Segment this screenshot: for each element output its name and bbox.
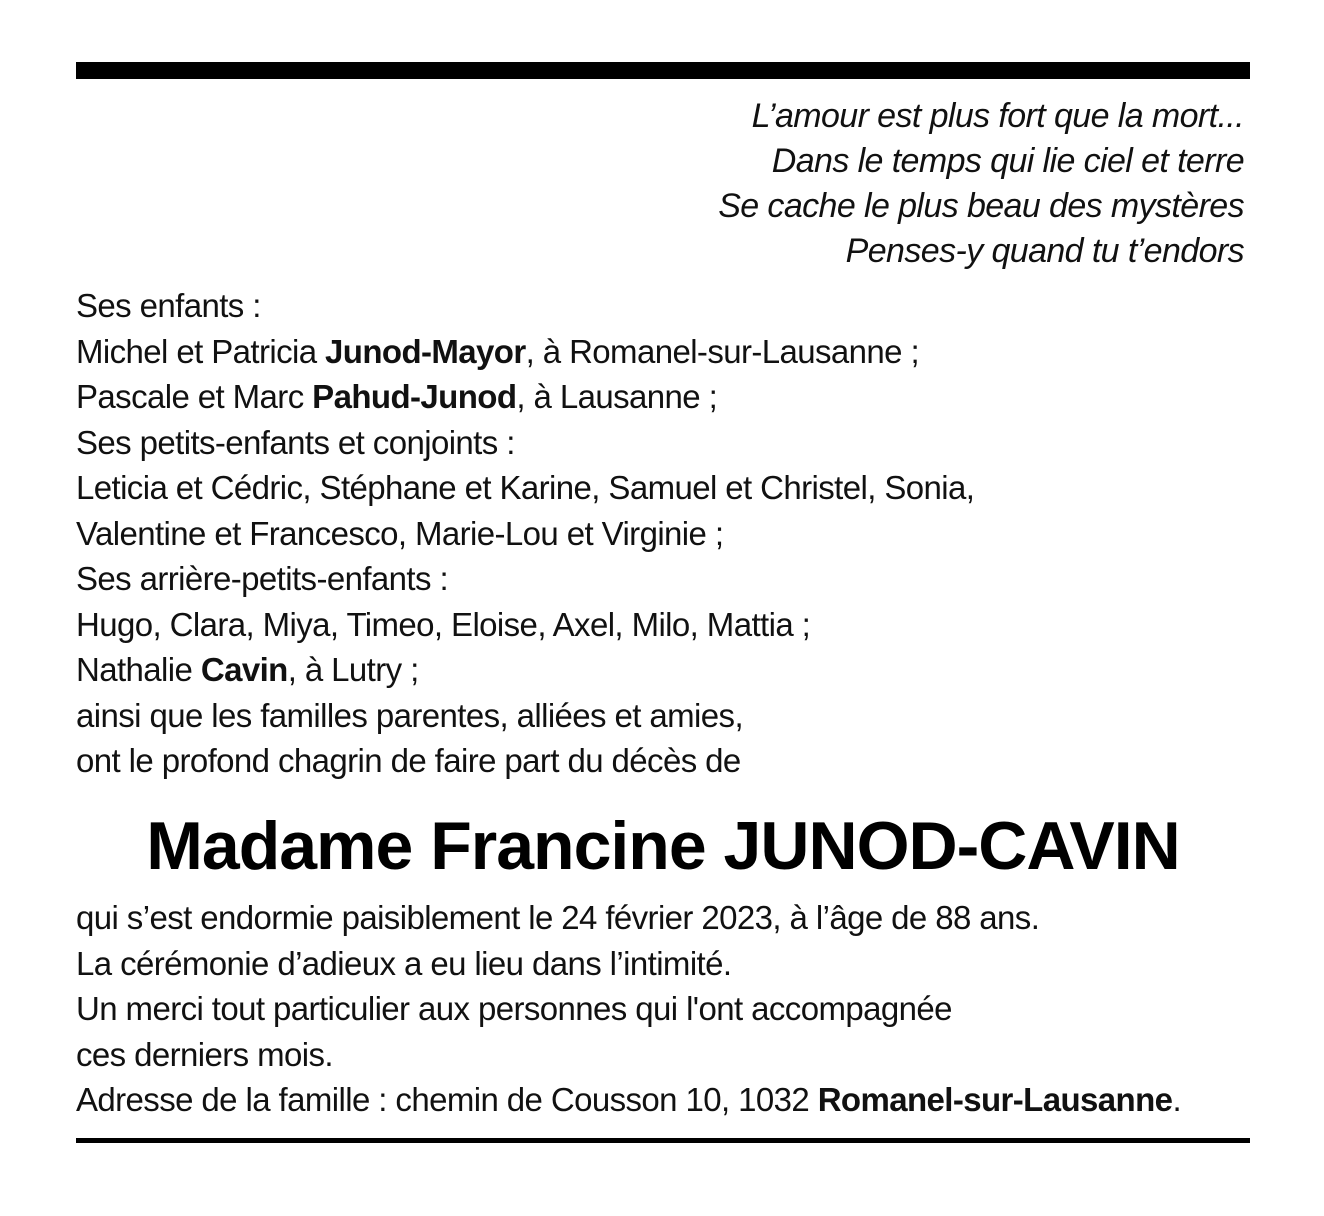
relative-surname: Cavin [200,651,288,688]
child-location: , à Lausanne ; [516,378,718,415]
thanks-line: ces derniers mois. [76,1035,333,1073]
address-street: Adresse de la famille : chemin de Cousson 10, 1032 [76,1081,818,1118]
child-location: , à Romanel-sur-Lausanne ; [525,332,920,370]
announcement-line: ont le profond chagrin de faire part du décès de [76,742,741,779]
bottom-rule [76,1138,1250,1143]
great-grandchildren-heading: Ses arrière-petits-enfants : [76,560,449,597]
passing-details: qui s’est endormie paisiblement le 24 février 2023, à l’âge de 88 ans. [76,899,1040,936]
thanks-line: Un merci tout particulier aux personnes qui l'ont accompagnée [76,990,952,1027]
relative-location: , à Lutry ; [287,651,419,688]
relative-first-name: Nathalie [76,651,201,688]
poem-line: L’amour est plus fort que la mort... [751,97,1244,135]
poem-line: Se cache le plus beau des mystères [718,187,1244,225]
poem-line: Dans le temps qui lie ciel et terre [771,142,1244,180]
other-relative-entry [76,647,1256,693]
closing-text [76,895,1256,1123]
great-grandchildren-list: Hugo, Clara, Miya, Timeo, Eloise, Axel, Milo, Mattia ; [76,605,811,643]
grandchildren-list: Valentine et Francesco, Marie-Lou et Virginie ; [76,514,724,552]
address-city: Romanel-sur-Lausanne [817,1081,1173,1118]
family-list [76,283,1256,784]
child-entry [76,329,1256,375]
children-heading: Ses enfants : [76,287,261,324]
families-line: ainsi que les familles parentes, alliées et amies, [76,696,744,734]
poem-line: Penses-y quand tu t’endors [845,232,1244,270]
poem-epigraph [544,94,1244,274]
deceased-name: Madame Francine JUNOD-CAVIN [146,808,1180,884]
child-surname: Junod-Mayor [325,332,526,370]
child-first-names: Michel et Patricia [76,332,326,370]
ceremony-note: La cérémonie d’adieux a eu lieu dans l’intimité. [76,944,732,982]
address-end: . [1172,1081,1182,1118]
child-surname: Pahud-Junod [312,378,517,415]
child-first-names: Pascale et Marc [76,378,313,415]
top-rule [76,62,1250,79]
family-address [76,1077,1256,1123]
grandchildren-heading: Ses petits-enfants et conjoints : [76,423,515,461]
child-entry [76,374,1256,420]
grandchildren-list: Leticia et Cédric, Stéphane et Karine, Samuel et Christel, Sonia, [76,469,975,506]
